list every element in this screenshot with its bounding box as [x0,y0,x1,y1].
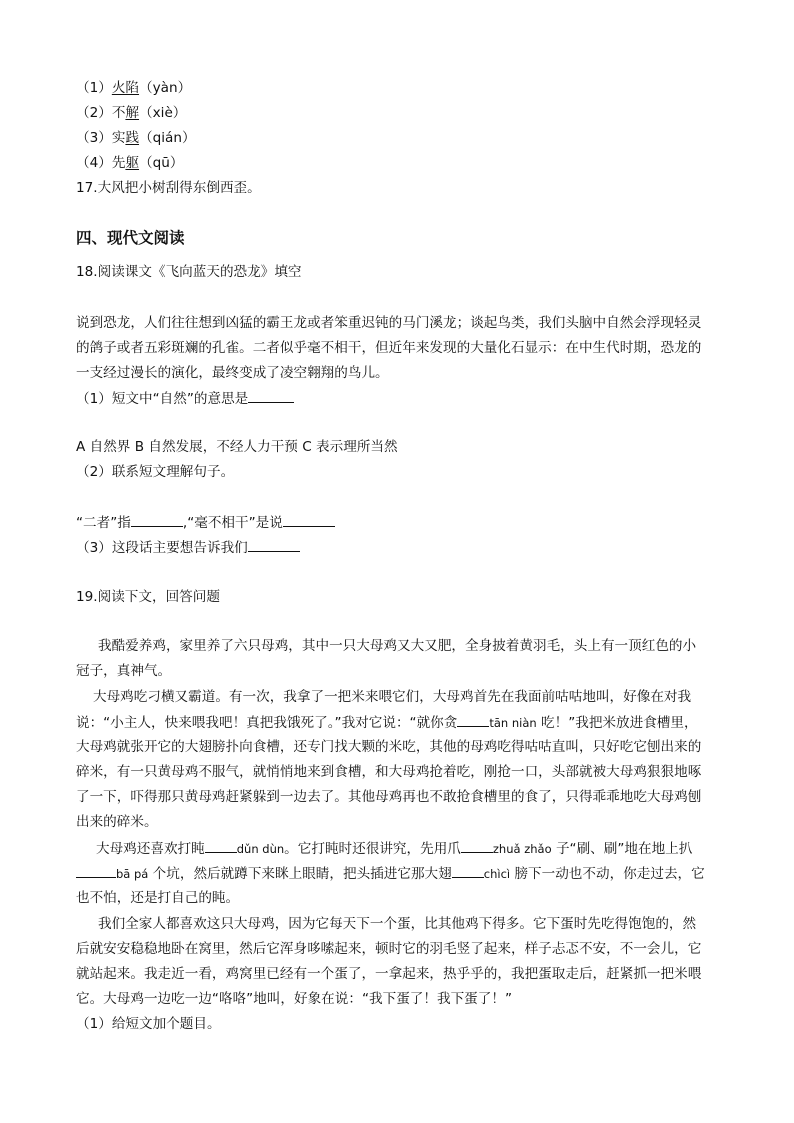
pinyin-hint: cì [500,867,511,881]
item-number: （3） [76,130,112,146]
item-word: 实 [111,130,126,146]
answer-blank[interactable] [248,537,300,552]
question-17: 17.大风把小树刮得东倒西歪。 [76,180,261,196]
sub-question-1: （1）给短文加个题目。 [76,1016,221,1032]
passage-text: 吃！”我把米放进食槽里， [536,715,698,731]
pinyin-hint: chì [483,867,501,881]
item-word: 火陷 [111,80,140,96]
item-number: （4） [76,155,112,171]
sub-question-3 [76,537,300,558]
section-heading: 四、现代文阅读 [76,229,185,247]
pinyin-hint: dǔn dùn [236,842,285,856]
item-pinyin: （qián） [139,130,196,146]
item-word: 不 [111,105,126,121]
item-pinyin: （yàn） [139,80,192,96]
passage-line: 就站起来。我走近一看，鸡窝里已经有一个蛋了，一拿起来，热乎乎的，我把蛋取走后，赶紧抓一把米喂 [76,966,702,982]
item-3 [76,128,196,148]
fill-text: “二者”指 [76,515,131,531]
passage-line: 了一下，吓得那只黄母鸡赶紧躲到一边去了。其他母鸡再也不敢抢食槽里的食了，只得乖乖地吃大母鸡刨 [76,789,702,805]
item-word-underlined: 解 [125,105,140,121]
passage-line: 大母鸡吃刁横又霸道。有一次，我拿了一把米来喂它们，大母鸡首先在我面前咕咕地叫，好像在对我 [93,689,692,705]
pinyin-hint: tān niàn [489,716,537,730]
answer-blank[interactable] [461,838,493,853]
question-18-title: 18.阅读课文《飞向蓝天的恐龙》填空 [76,264,302,280]
pinyin-hint: zhuǎ zhǎo [492,842,552,856]
item-pinyin: （xiè） [139,105,187,121]
passage-text: 子“刷、刷”地在地上扒 [551,841,693,857]
sub-question-text: （1）短文中“自然”的意思是 [76,391,249,407]
answer-blank[interactable] [452,863,484,878]
sub-question-text: （3）这段话主要想告诉我们 [76,540,248,556]
answer-blank[interactable] [248,388,294,403]
fill-text: ,“毫不相干”是说 [182,515,283,531]
item-word-underlined: 躯 [125,155,140,171]
passage-text: 大母鸡还喜欢打盹 [96,841,205,857]
passage-text: 膀下一动也不动，你走过去，它 [510,866,705,882]
passage-line: 的鸽子或者五彩斑斓的孔雀。二者似乎毫不相干，但近年来发现的大量化石显示：在中生代时期，恐龙的 [76,340,702,356]
sub-question-1 [76,388,294,409]
item-2 [76,103,186,123]
item-number: （2） [76,105,112,121]
passage-line [76,863,705,884]
passage-line: 出来的碎米。 [76,814,158,830]
item-word-underlined: 践 [125,130,140,146]
answer-blank[interactable] [131,512,183,527]
answer-blank[interactable] [205,838,237,853]
fill-line [76,512,335,533]
answer-blank[interactable] [283,512,335,527]
passage-line [76,712,698,733]
passage-line: 大母鸡就张开它的大翅膀扑向食槽，还专门找大颗的米吃，其他的母鸡吃得咕咕直叫，只好吃它刨出来的 [76,739,702,755]
passage-text: 。它打盹时还很讲究，先用爪 [284,841,461,857]
question-19-title: 19.阅读下文，回答问题 [76,589,220,605]
passage-line: 碎米，有一只黄母鸡不服气，就悄悄地来到食槽，和大母鸡抢着吃，刚抢一口，头部就被大母鸡狠狠地啄 [76,764,702,780]
item-word: 先 [111,155,126,171]
passage-line: 一支经过漫长的演化，最终变成了凌空翱翔的鸟儿。 [76,365,389,381]
answer-options: A 自然界 B 自然发展，不经人力干预 C 表示理所当然 [76,439,398,455]
passage-text: 个坑，然后就蹲下来眯上眼睛，把头插进它那大翅 [148,866,452,882]
item-4 [76,153,183,173]
item-1 [76,78,191,98]
passage-line: 我们全家人都喜欢这只大母鸡，因为它每天下一个蛋，比其他鸡下得多。它下蛋时先吃得饱饱的，然 [98,916,697,932]
passage-line: 我酷爱养鸡，家里养了六只母鸡，其中一只大母鸡又大又肥，全身披着黄羽毛，头上有一顶红色的小 [98,638,697,654]
passage-line: 说到恐龙，人们往往想到凶猛的霸王龙或者笨重迟钝的马门溪龙；谈起鸟类，我们头脑中自然会浮现轻灵 [76,315,702,331]
passage-line: 也不怕，还是打自己的盹。 [76,890,240,906]
passage-line: 冠子，真神气。 [76,663,172,679]
pinyin-hint: bā pá [116,867,149,881]
answer-blank[interactable] [457,712,489,727]
item-number: （1） [76,80,112,96]
answer-blank[interactable] [76,863,116,878]
passage-line: 它。大母鸡一边吃一边“咯咯”地叫，好象在说：“我下蛋了！我下蛋了！” [76,991,512,1007]
passage-text: 说：“小主人，快来喂我吧！真把我饿死了。”我对它说：“就你贪 [76,715,458,731]
passage-line: 后就安安稳稳地卧在窝里，然后它浑身哆嗦起来，顿时它的羽毛竖了起来，样子忐忑不安，不一会儿，它 [76,941,702,957]
sub-question-2: （2）联系短文理解句子。 [76,464,235,480]
passage-line [96,838,692,859]
item-pinyin: （qū） [139,155,184,171]
